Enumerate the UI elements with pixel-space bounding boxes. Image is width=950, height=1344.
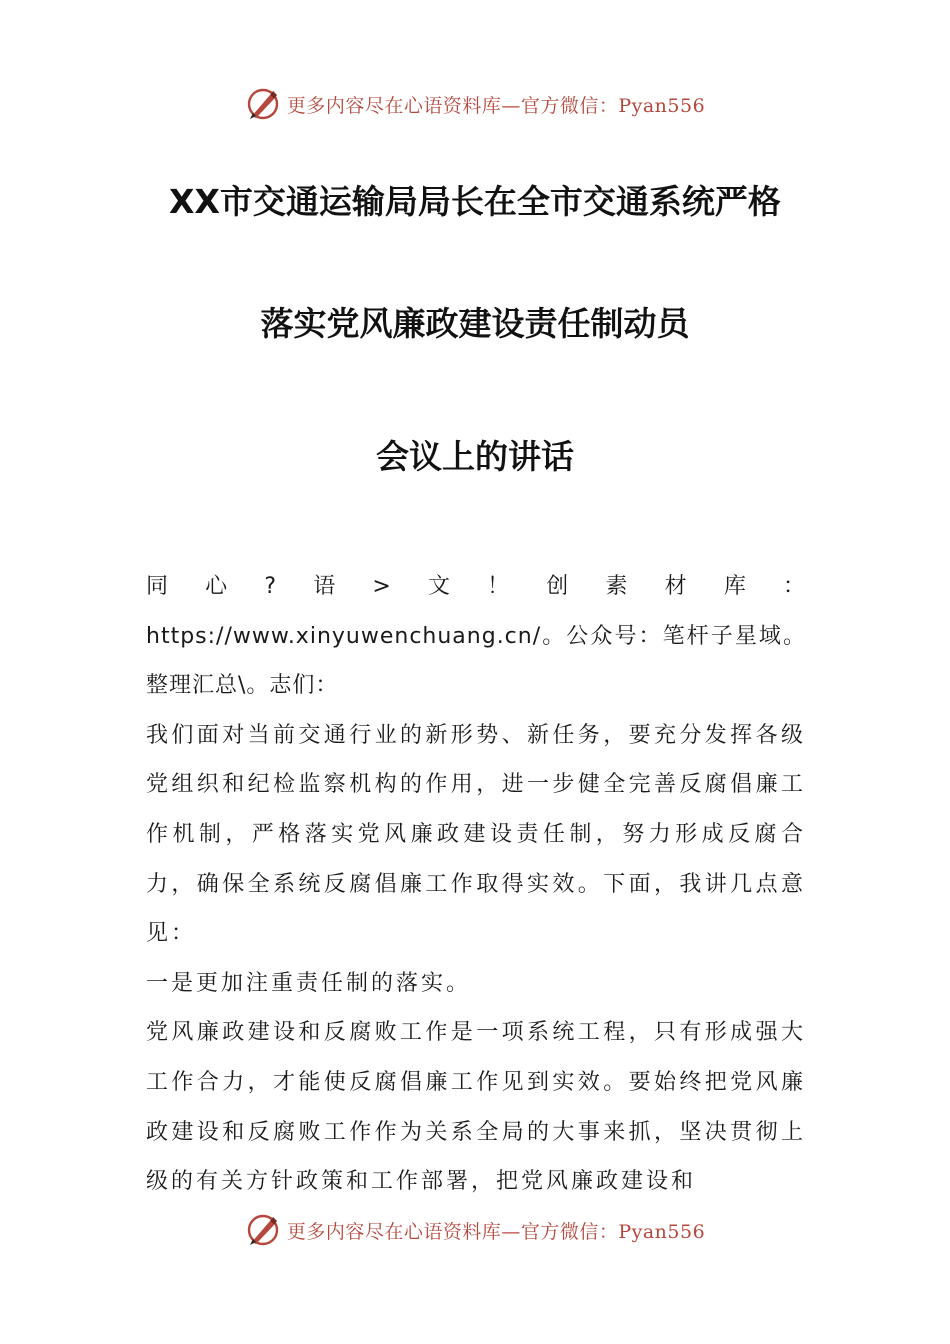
watermark-banner-bottom (0, 1208, 950, 1252)
pen-logo-icon (245, 86, 281, 122)
paragraph-heading-1: 一是更加注重责任制的落实。 (146, 970, 472, 996)
watermark-text: 更多内容尽在心语资料库—官方微信：Pyan556 (286, 94, 706, 117)
paragraph-intro: 我们面对当前交通行业的新形势、新任务，要充分发挥各级党组织和纪检监察机构的作用，进一步健全完善反腐倡廉工作机制，严格落实党风廉政建设责任制，努力形成反腐合力，确保全系统反腐倡廉工作取得实效。下面，我讲几点意见： (146, 722, 806, 947)
document-title-line-1: XX市交通运输局局长在全市交通系统严格 (169, 182, 781, 221)
document-title-line-2: 落实党风廉政建设责任制动员 (260, 304, 690, 343)
pen-logo-icon (245, 1212, 281, 1248)
document-title-line-3: 会议上的讲话 (376, 437, 574, 476)
paragraph-source-line: 同心?语>文！创素材库：https://www.xinyuwenchuang.cn/。公众号：笔杆子星域。整理汇总\。志们： (146, 574, 806, 699)
watermark-text: 更多内容尽在心语资料库—官方微信：Pyan556 (286, 1220, 706, 1243)
paragraph-body-1: 党风廉政建设和反腐败工作是一项系统工程，只有形成强大工作合力，才能使反腐倡廉工作见到实效。要始终把党风廉政建设和反腐败工作作为关系全局的大事来抓，坚决贯彻上级的有关方针政策和工作部署，把党风廉政建设和 (146, 1020, 806, 1195)
watermark-banner-top (0, 82, 950, 126)
document-body (146, 562, 806, 1207)
